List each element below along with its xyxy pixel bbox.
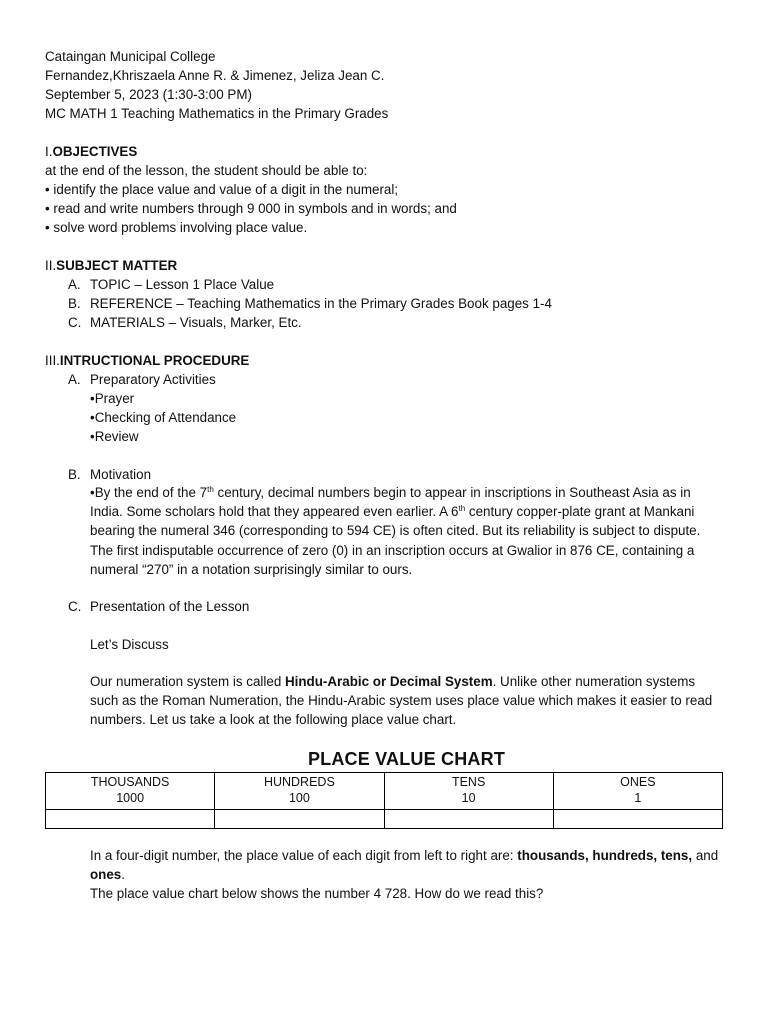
list-marker: B. [68, 467, 81, 482]
motivation-heading [68, 465, 151, 484]
objectives-heading [45, 142, 137, 161]
preparatory-activities [68, 370, 216, 389]
place-value-table [45, 772, 723, 829]
subject-matter-heading [45, 256, 177, 275]
table-cell: THOUSANDS 1000 [46, 773, 215, 810]
lets-discuss: Let’s Discuss [90, 637, 169, 652]
objectives-title: OBJECTIVES [52, 144, 138, 159]
motivation-title: Motivation [90, 467, 152, 482]
subject-matter-item [68, 294, 552, 313]
college-name: Cataingan Municipal College [45, 49, 216, 64]
closing-paragraph: In a four-digit number, the place value of each digit from left to right are: thousands, hundreds, tens, and ones. [90, 848, 719, 883]
presentation-heading [68, 597, 249, 616]
closing-question: The place value chart below shows the number 4 728. How do we read this? [90, 886, 544, 901]
objectives-intro: at the end of the lesson, the student should be able to: [45, 163, 368, 178]
table-cell: ONES 1 [553, 773, 722, 810]
subject-matter-item [68, 313, 302, 332]
list-marker: C. [68, 599, 82, 614]
table-row [46, 773, 723, 810]
table-cell [46, 810, 215, 829]
subject-matter-item [68, 275, 274, 294]
activity-item: •Prayer [90, 391, 135, 406]
subject-matter-numeral: II. [45, 258, 57, 273]
activity-item: •Review [90, 429, 139, 444]
activity-item: •Checking of Attendance [90, 410, 237, 425]
procedure-numeral: III. [45, 353, 60, 368]
procedure-title: INTRUCTIONAL PROCEDURE [59, 353, 250, 368]
list-marker: A. [68, 277, 81, 292]
table-cell [553, 810, 722, 829]
chart-title: PLACE VALUE CHART [307, 749, 506, 769]
motivation-paragraph: •By the end of the 7th century, decimal numbers begin to appear in inscriptions in Southeast Asia as in India. Some scholars hold that they appeared even earlier. A 6th century copper-plate grant at Mankani bearing the numeral 346 (corresponding to 594 CE) is often cited. But its reliability is subject to dispute. The first indisputable occurrence of zero (0) in an inscription occurs at Gwalior in 876 CE, containing a numeral “270” in a notation surprisingly similar to ours. [90, 485, 701, 577]
numeration-paragraph: Our numeration system is called Hindu-Arabic or Decimal System. Unlike other numeration systems such as the Roman Numeration, the Hindu-Arabic system uses place value which makes it easier to read numbers. Let us take a look at the following place value chart. [90, 674, 713, 728]
objective-item: • read and write numbers through 9 000 in symbols and in words; and [45, 201, 457, 216]
table-row [46, 810, 723, 829]
list-marker: C. [68, 315, 82, 330]
subject-matter-title: SUBJECT MATTER [56, 258, 178, 273]
preparatory-title: Preparatory Activities [90, 372, 216, 387]
subject-matter-text: REFERENCE – Teaching Mathematics in the Primary Grades Book pages 1-4 [90, 296, 552, 311]
table-cell [215, 810, 384, 829]
table-cell: HUNDREDS 100 [215, 773, 384, 810]
procedure-heading [45, 351, 249, 370]
subject-matter-text: TOPIC – Lesson 1 Place Value [90, 277, 275, 292]
objective-item: • solve word problems involving place value. [45, 220, 308, 235]
course-title: MC MATH 1 Teaching Mathematics in the Primary Grades [45, 106, 389, 121]
date: September 5, 2023 (1:30-3:00 PM) [45, 87, 252, 102]
authors: Fernandez,Khriszaela Anne R. & Jimenez, Jeliza Jean C. [45, 68, 385, 83]
list-marker: A. [68, 372, 81, 387]
list-marker: B. [68, 296, 81, 311]
subject-matter-text: MATERIALS – Visuals, Marker, Etc. [90, 315, 302, 330]
objectives-numeral: I. [45, 144, 53, 159]
objective-item: • identify the place value and value of a digit in the numeral; [45, 182, 399, 197]
table-cell: TENS 10 [384, 773, 553, 810]
table-cell [384, 810, 553, 829]
presentation-title: Presentation of the Lesson [90, 599, 250, 614]
